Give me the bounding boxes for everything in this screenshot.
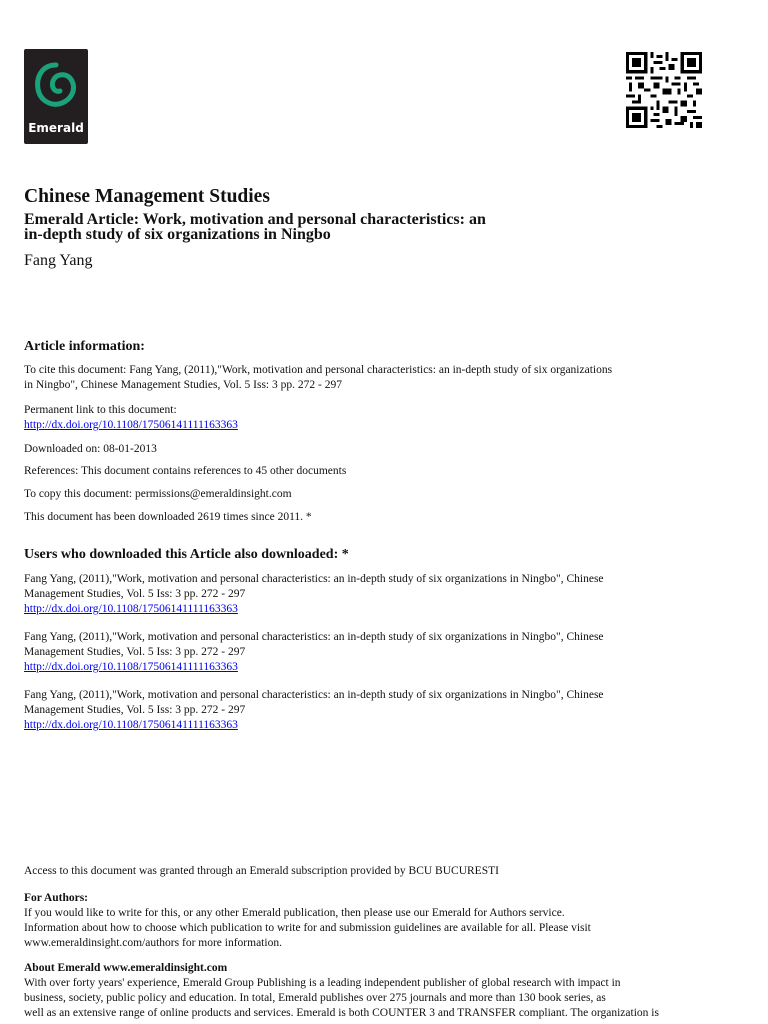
list-item-line-1: Fang Yang, (2011),"Work, motivation and personal characteristics: an in-depth study of six organizations in Ningbo", Chinese <box>24 631 604 643</box>
list-item-line-1: Fang Yang, (2011),"Work, motivation and personal characteristics: an in-depth study of six organizations in Ningbo", Chinese <box>24 573 604 585</box>
list-item <box>24 688 740 733</box>
list-item <box>24 630 740 675</box>
for-authors-block <box>24 891 740 951</box>
for-authors-line-3: www.emeraldinsight.com/authors for more information. <box>24 937 282 949</box>
list-item-line-1: Fang Yang, (2011),"Work, motivation and personal characteristics: an in-depth study of six organizations in Ningbo", Chinese <box>24 689 604 701</box>
cite-text <box>24 363 740 393</box>
also-downloaded-heading: Users who downloaded this Article also downloaded: * <box>24 547 349 562</box>
logo-text: Emerald <box>28 121 84 135</box>
download-count: This document has been downloaded 2619 times since 2011. * <box>24 511 312 523</box>
cite-line-1: To cite this document: Fang Yang, (2011),"Work, motivation and personal characteristics: an in-depth study of six organizations <box>24 364 613 376</box>
article-title <box>24 212 584 242</box>
about-line-2: business, society, public policy and education. In total, Emerald publishes over 275 journals and more than 130 book series, as <box>24 992 606 1004</box>
cite-line-2: in Ningbo", Chinese Management Studies, Vol. 5 Iss: 3 pp. 272 - 297 <box>24 379 342 391</box>
qr-code-icon <box>626 52 702 128</box>
journal-title: Chinese Management Studies <box>24 186 270 207</box>
list-item-link[interactable]: http://dx.doi.org/10.1108/17506141111163363 <box>24 603 238 615</box>
article-info-heading: Article information: <box>24 339 145 354</box>
for-authors-heading: For Authors: <box>24 892 88 904</box>
for-authors-line-2: Information about how to choose which publication to write for and submission guidelines are available for all. Please visit <box>24 922 591 934</box>
list-item-link[interactable]: http://dx.doi.org/10.1108/17506141111163363 <box>24 719 238 731</box>
list-item-line-2: Management Studies, Vol. 5 Iss: 3 pp. 272 - 297 <box>24 646 246 658</box>
emerald-logo <box>24 49 88 144</box>
permalink-label: Permanent link to this document: <box>24 404 177 416</box>
emerald-swirl-icon <box>28 55 84 115</box>
author-name: Fang Yang <box>24 252 93 269</box>
about-line-1: With over forty years' experience, Emerald Group Publishing is a leading independent publisher of global research with impact in <box>24 977 621 989</box>
downloaded-on: Downloaded on: 08-01-2013 <box>24 443 157 455</box>
about-emerald-heading: About Emerald www.emeraldinsight.com <box>24 962 228 974</box>
permalink-link[interactable]: http://dx.doi.org/10.1108/17506141111163363 <box>24 419 238 431</box>
about-line-3: well as an extensive range of online products and services. Emerald is both COUNTER 3 and TRANSFER compliant. The organization is <box>24 1007 659 1019</box>
article-title-line-2: in-depth study of six organizations in Ningbo <box>24 226 331 243</box>
access-note: Access to this document was granted through an Emerald subscription provided by BCU BUCURESTI <box>24 865 499 877</box>
permalink-block <box>24 403 740 433</box>
list-item-line-2: Management Studies, Vol. 5 Iss: 3 pp. 272 - 297 <box>24 704 246 716</box>
list-item-line-2: Management Studies, Vol. 5 Iss: 3 pp. 272 - 297 <box>24 588 246 600</box>
copy-text: To copy this document: permissions@emeraldinsight.com <box>24 488 292 500</box>
about-emerald-block <box>24 961 760 1021</box>
for-authors-line-1: If you would like to write for this, or any other Emerald publication, then please use our Emerald for Authors service. <box>24 907 565 919</box>
article-title-line-1: Emerald Article: Work, motivation and personal characteristics: an <box>24 211 486 228</box>
list-item <box>24 572 740 617</box>
list-item-link[interactable]: http://dx.doi.org/10.1108/17506141111163363 <box>24 661 238 673</box>
references-text: References: This document contains references to 45 other documents <box>24 465 347 477</box>
